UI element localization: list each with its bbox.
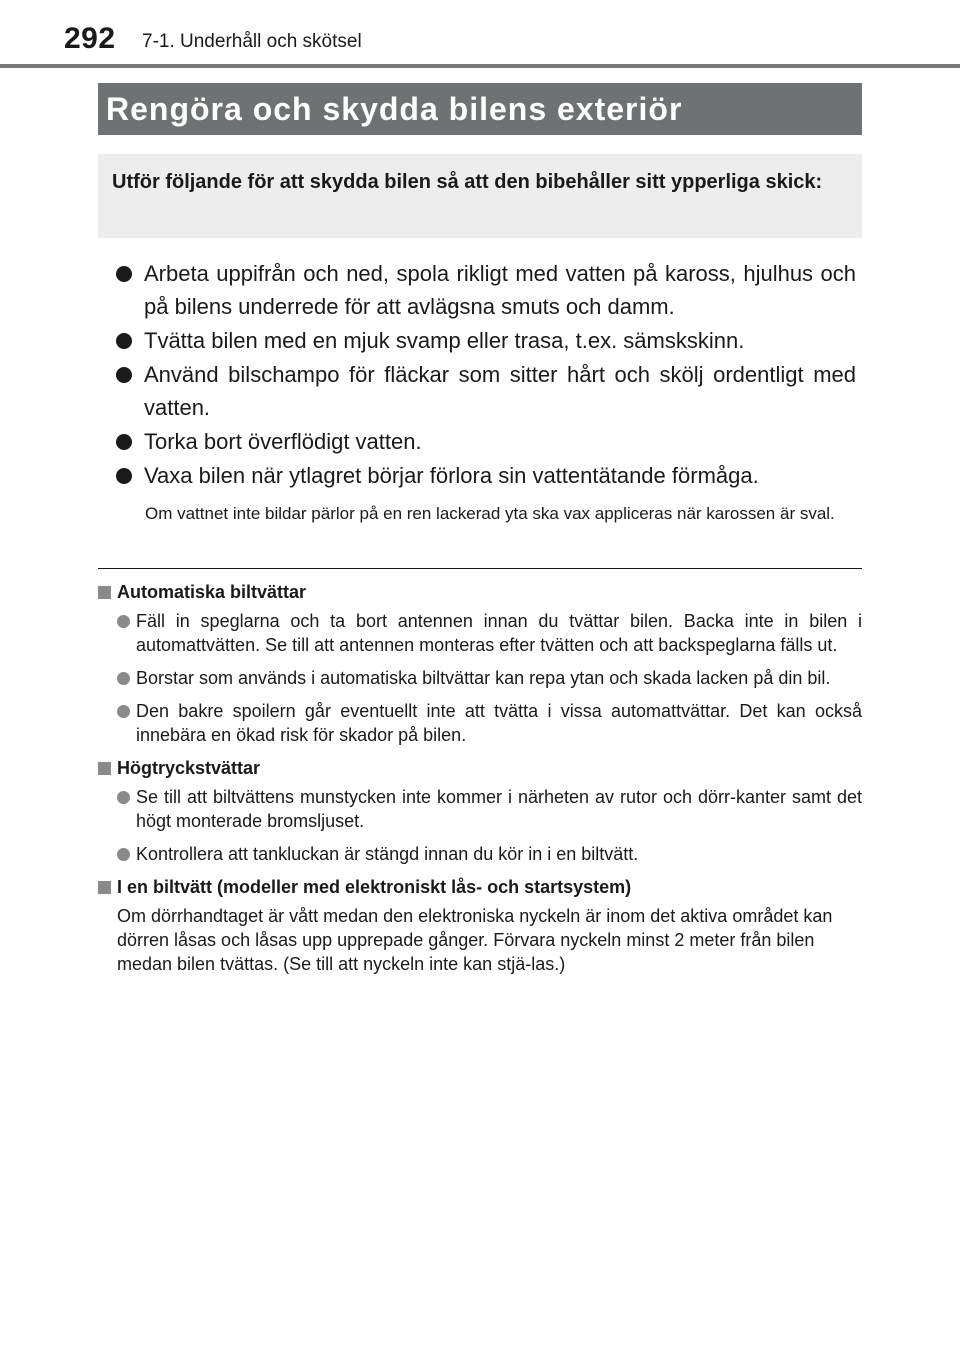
list-item: Vaxa bilen när ytlagret börjar förlora sin vattentätande förmåga.: [116, 459, 856, 492]
main-list: [116, 257, 856, 493]
section-title-bar: [98, 83, 862, 135]
sub-item: Kontrollera att tankluckan är stängd innan du kör in i en biltvätt.: [98, 842, 862, 866]
intro-box: Utför följande för att skydda bilen så att den bibehåller sitt ypperliga skick:: [98, 154, 862, 238]
list-item: Torka bort överflödigt vatten.: [116, 425, 856, 458]
header-rule: [0, 64, 960, 68]
bullet-icon: [116, 468, 132, 484]
bullet-icon: [117, 672, 130, 685]
sub-item: Se till att biltvättens munstycken inte kommer i närheten av rutor och dörr-kanter samt det högt monterade bromsljuset.: [98, 785, 862, 833]
page-number: 292: [64, 22, 116, 55]
section-heading: I en biltvätt (modeller med elektroniskt lås- och startsystem): [98, 875, 862, 899]
list-item: Använd bilschampo för fläckar som sitter hårt och skölj ordentligt med vatten.: [116, 358, 856, 424]
sections: [98, 580, 862, 976]
note-text: Om vattnet inte bildar pärlor på en ren lackerad yta ska vax appliceras när karossen är sval.: [145, 504, 835, 523]
sub-item: Borstar som används i automatiska biltvättar kan repa ytan och skada lacken på din bil.: [98, 666, 862, 690]
bullet-icon: [116, 434, 132, 450]
bullet-icon: [117, 705, 130, 718]
section-heading: Automatiska biltvättar: [98, 580, 862, 604]
bullet-icon: [116, 367, 132, 383]
bullet-icon: [116, 333, 132, 349]
sub-item: Fäll in speglarna och ta bort antennen innan du tvättar bilen. Backa inte in bilen i automattvätten. Se till att antennen monteras efter tvätten och att backspeglarna fälls ut.: [98, 609, 862, 657]
section-title: Rengöra och skydda bilens exteriör: [106, 90, 683, 127]
square-bullet-icon: [98, 762, 111, 775]
section-divider: [98, 568, 862, 569]
section-paragraph: Om dörrhandtaget är vått medan den elektroniska nyckeln är inom det aktiva området kan dörren låsas och låsas upp upprepade gånger. Förvara nyckeln minst 2 meter från bilen medan bilen tvättas. (Se till att nyckeln inte kan stjä-las.): [117, 906, 833, 974]
bullet-icon: [116, 266, 132, 282]
section-heading: Högtryckstvättar: [98, 756, 862, 780]
square-bullet-icon: [98, 881, 111, 894]
chapter-title: 7-1. Underhåll och skötsel: [142, 31, 362, 52]
list-item: Tvätta bilen med en mjuk svamp eller trasa, t.ex. sämskskinn.: [116, 324, 856, 357]
list-item: Arbeta uppifrån och ned, spola rikligt med vatten på kaross, hjulhus och på bilens underrede för att avlägsna smuts och damm.: [116, 257, 856, 323]
sub-item: Den bakre spoilern går eventuellt inte att tvätta i vissa automattvättar. Det kan också innebära en ökad risk för skador på bilen.: [98, 699, 862, 747]
square-bullet-icon: [98, 586, 111, 599]
bullet-icon: [117, 615, 130, 628]
bullet-icon: [117, 848, 130, 861]
bullet-icon: [117, 791, 130, 804]
